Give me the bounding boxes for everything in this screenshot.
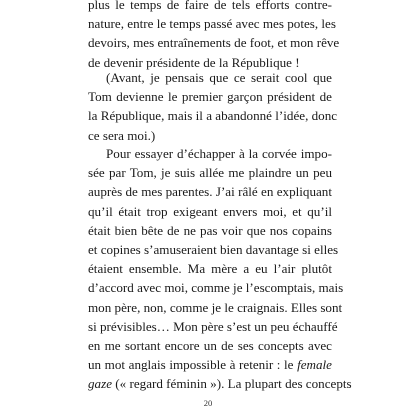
text-line: mon père, non, comme je le craignais. Elles sont (88, 299, 343, 315)
text-line: de devenir présidente de la République ! (88, 54, 300, 70)
paragraph-continued (88, 0, 340, 72)
text-line-with-italic (88, 355, 332, 374)
italic-term: gaze (88, 376, 113, 392)
text-line: sée par Tom, je suis allée me plaindre un peu (88, 165, 332, 181)
text-line: Tom devienne le premier garçon président de (88, 89, 332, 105)
text-line: auprès de mes parentes. J’ai râlé en expliquant (88, 184, 332, 200)
text-line: nature, entre le temps passé avec mes potes, les (88, 16, 336, 32)
text-line: ce sera moi.) (88, 127, 156, 143)
text-line: et copines s’amuseraient bien davantage si elles (88, 242, 339, 258)
italic-term: female (297, 357, 332, 373)
text-line: d’accord avec moi, comme je l’escomptais, mais (88, 280, 344, 296)
text-line: étaient ensemble. Ma mère a eu l’air plutôt (88, 261, 332, 277)
text-line: en me sortant encore un de ses concepts avec (88, 338, 332, 354)
text-line: si prévisibles… Mon père s’est un peu échauffé (88, 318, 338, 334)
text-line-with-italic (88, 374, 352, 393)
text-line: qu’il était trop exigeant envers moi, et qu’il (88, 203, 332, 219)
text-line: plus le temps de faire de tels efforts contre- (88, 0, 332, 12)
text-line: la République, mais il a abandonné l’idée, donc (88, 108, 338, 124)
page-number: 20 (203, 398, 213, 408)
text-line: devoirs, mes entraînements de foot, et mon rêve (88, 35, 340, 51)
text-line: Pour essayer d’échapper à la corvée impo- (106, 146, 332, 161)
paragraph-parenthetical (88, 68, 338, 145)
paragraph-main (88, 144, 352, 394)
text-segment: (« regard féminin »). La plupart des concepts (112, 376, 352, 392)
text-line: (Avant, je pensais que ce serait cool que (106, 70, 332, 85)
text-segment: un mot anglais impossible à retenir : le (88, 357, 294, 373)
text-line: était bien bête de ne pas voir que nos copains (88, 222, 332, 238)
